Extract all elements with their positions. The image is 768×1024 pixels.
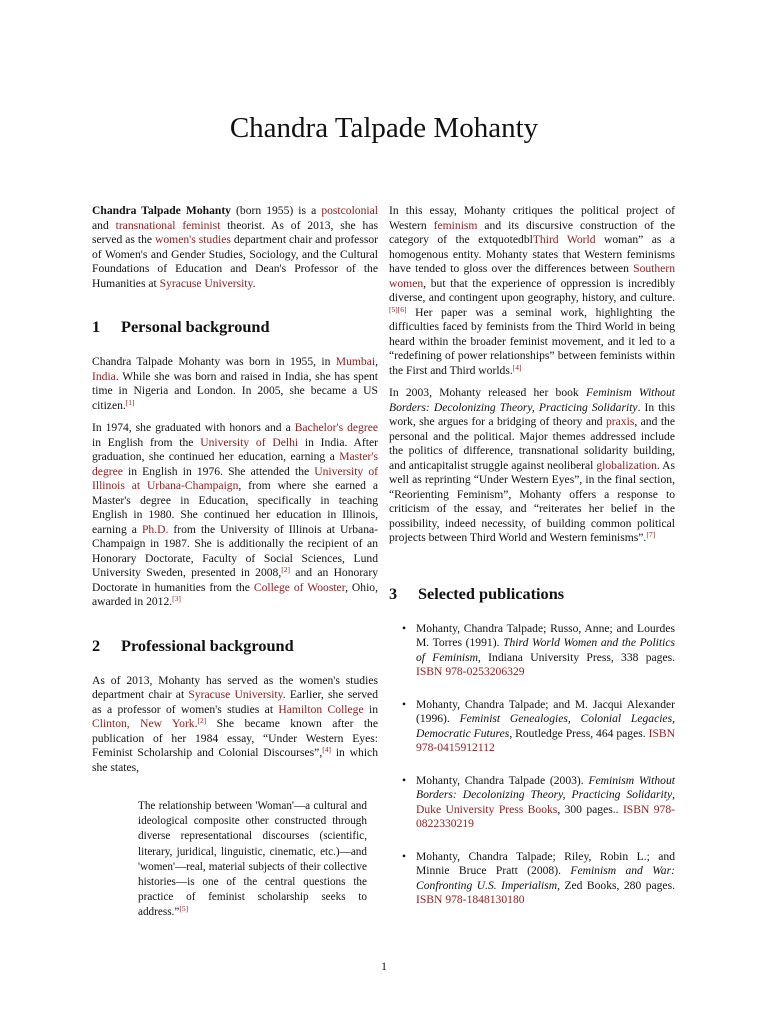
publications-list — [389, 622, 675, 908]
text: Chandra Talpade Mohanty was born in 1955, in — [92, 355, 336, 368]
citation-5[interactable]: [5] — [179, 904, 189, 914]
list-item — [389, 622, 675, 680]
text: In 2003, Mohanty released her book — [389, 386, 586, 399]
link-phd[interactable]: Ph.D. — [141, 522, 169, 536]
link-feminism[interactable]: feminism — [433, 218, 478, 232]
link-postcolonial[interactable]: postcolonial — [321, 204, 378, 217]
text: in — [363, 702, 378, 716]
section-number: 2 — [92, 635, 101, 655]
list-item — [389, 774, 675, 832]
text: in English in 1976. She attended the — [122, 464, 315, 478]
text: . Earlier, she served as a professor of women's studies at — [92, 688, 378, 716]
bullet-icon: • — [402, 849, 407, 863]
isbn-link[interactable]: ISBN 978-0822330219 — [416, 802, 675, 830]
section-number: 3 — [389, 583, 398, 603]
text: woman” as a homogenous entity. Mohanty states that Western feminisms have tended to gloss over the differences between — [389, 233, 675, 275]
text: (born 1955) is a — [230, 204, 322, 217]
text: In 1974, she graduated with honors and a — [92, 421, 295, 434]
link-bachelors-degree[interactable]: Bachelor's degree — [294, 421, 378, 434]
text: in which she states, — [92, 746, 378, 774]
text: and an Honorary Doctorate in humanities from the — [92, 566, 378, 594]
text: . — [194, 717, 198, 730]
text: . — [252, 276, 256, 290]
page-title: Chandra Talpade Mohanty — [229, 112, 539, 144]
text: , but that the experience of oppression is incredibly diverse, and contingent upon geography, history, and culture. — [389, 276, 675, 304]
section-title: Selected publications — [418, 583, 565, 603]
text: She became known after the publication of her 1984 essay, “Under Western Eyes: Feminist Scholarship and Colonial Discourses”, — [92, 717, 378, 759]
citation-4b[interactable]: [4] — [512, 362, 522, 372]
text: from the University of Illinois at Urbana-Champaign in 1987. She is additionally the recipient of an Honorary Doctorate, Faculty of Social Sciences, Lund University Sweden, presented in 2008, — [92, 522, 378, 579]
citation-7[interactable]: [7] — [646, 530, 656, 539]
text: In this essay, Mohanty critiques the political project of Western — [389, 204, 675, 232]
link-praxis[interactable]: praxis — [606, 415, 635, 428]
citation-1[interactable]: [1] — [125, 397, 135, 407]
link-masters-degree[interactable]: Master's degree — [92, 450, 378, 478]
text: in India. After graduation, she continued her education, earning a — [92, 435, 378, 463]
text: , Indiana University Press, 338 pages. — [478, 650, 676, 664]
section-title: Personal background — [121, 317, 270, 336]
text: , — [672, 788, 675, 801]
link-globalization[interactable]: globalization — [596, 458, 657, 472]
link-syracuse-university[interactable]: Syracuse University — [159, 276, 253, 290]
block-quote — [138, 799, 367, 921]
citation-2b[interactable]: [2] — [197, 716, 207, 725]
link-university-of-delhi[interactable]: University of Delhi — [200, 435, 299, 449]
intro-paragraph — [92, 204, 378, 291]
text: Mohanty, Chandra Talpade; Riley, Robin L.; and Minnie Bruce Pratt (2008). — [416, 849, 675, 877]
link-clinton-new-york[interactable]: Clinton, New York — [92, 717, 195, 730]
isbn-link[interactable]: ISBN 978-0253206329 — [416, 665, 525, 678]
bullet-icon: • — [402, 621, 407, 635]
text: , Zed Books, 280 pages. — [557, 878, 675, 892]
link-third-world[interactable]: Third World — [532, 233, 596, 246]
citation-2[interactable]: [2] — [281, 565, 290, 574]
text: Mohanty, Chandra Talpade; and M. Jacqui Alexander (1996). — [416, 697, 675, 725]
book-paragraph — [389, 386, 675, 546]
isbn-link[interactable]: ISBN 978-0415912112 — [416, 726, 676, 754]
quote-text: The relationship between 'Woman'—a cultural and ideological composite other constructed through diverse representational discourses (scientific, literary, juridical, linguistic, cinematic, etc.)—and 'women'—real, material subjects of their collective histories—is one of the central questions the practice of feminist scholarship seeks to address.” — [138, 800, 367, 919]
text: Her paper was a seminal work, highlighting the difficulties faced by feminists from the Third World in being heard within the broader feminist movement, and it led to a “redefining of power relationships” between feminists within the First and Third worlds. — [389, 305, 675, 377]
link-womens-studies[interactable]: women's studies — [155, 233, 231, 246]
text: Mohanty, Chandra Talpade; Russo, Anne; and Lourdes M. Torres (1991). — [416, 621, 675, 649]
list-item — [389, 850, 675, 908]
citation-3[interactable]: [3] — [172, 594, 181, 603]
text: As of 2013, Mohanty has served as the women's studies department chair at — [92, 673, 378, 701]
text: in English from the — [92, 435, 201, 449]
link-college-of-wooster[interactable]: College of Wooster — [253, 580, 346, 594]
section-heading-publications — [389, 584, 675, 604]
link-syracuse-university-2[interactable]: Syracuse University — [188, 688, 283, 701]
isbn-link[interactable]: ISBN 978-1848130180 — [416, 893, 525, 906]
link-transnational-feminist[interactable]: transnational feminist — [115, 218, 221, 232]
link-india[interactable]: India — [92, 369, 116, 383]
text: and its discursive construction of the category of the extquotedbl — [389, 218, 675, 246]
text: , Routledge Press, 464 pages. — [509, 726, 649, 740]
text: . In this work, she argues for a bridging of theory and — [389, 400, 675, 428]
right-column — [389, 204, 675, 926]
link-hamilton-college[interactable]: Hamilton College — [278, 702, 364, 716]
text: Mohanty, Chandra Talpade (2003). — [416, 773, 589, 787]
section-heading-personal — [92, 317, 378, 337]
publication-title: Feminist Genealogies, Colonial Legacies, Democratic Futures — [416, 712, 675, 740]
book-title: Feminism Without Borders: Decolonizing Theory, Practicing Solidarity — [389, 386, 675, 414]
publication-title: Feminism Without Borders: Decolonizing Theory, Practicing Solidarity — [416, 773, 675, 801]
link-mumbai[interactable]: Mumbai — [335, 355, 376, 368]
text: , 300 pages.. — [557, 802, 623, 816]
bullet-icon: • — [402, 697, 407, 711]
text: , — [375, 355, 378, 368]
text: theorist. As of 2013, she has served as the — [92, 218, 378, 246]
text: , from where she earned a Master's degree in Education, specifically in teaching English in 1980. She continued her education in Illinois, earning a — [92, 479, 378, 536]
personal-paragraph-2 — [92, 421, 378, 610]
section-heading-professional — [92, 636, 378, 656]
left-column — [92, 204, 378, 921]
link-university-of-illinois[interactable]: University of Illinois at Urbana-Champaign — [92, 464, 378, 492]
publication-title: Feminism and War: Confronting U.S. Imperialism — [416, 864, 675, 892]
section-title: Professional background — [121, 635, 294, 655]
citation-5-6[interactable]: [5][6] — [389, 304, 407, 314]
section-number: 1 — [92, 317, 101, 336]
page-number: 1 — [381, 960, 387, 973]
link-southern-women[interactable]: Southern women — [389, 262, 675, 290]
text: , Ohio, awarded in 2012. — [92, 580, 378, 608]
professional-paragraph-1 — [92, 674, 378, 776]
text: department chair and professor of Women's and Gender Studies, Sociology, and the Cultural Foundations of Education and Dean's Professor of the Humanities at — [92, 233, 379, 290]
essay-paragraph — [389, 204, 675, 378]
list-item — [389, 698, 675, 756]
text: . As well as reprinting “Under Western Eyes”, in the final section, “Reorienting Feminism”, Mohanty offers a response to criticism of the essay, and “reiterates her belief in the possibility, indeed necessity, of building common political projects between Third World and Western feminisms”. — [389, 458, 675, 544]
publication-title: Third World Women and the Politics of Feminism — [416, 636, 676, 664]
bullet-icon: • — [402, 773, 407, 787]
citation-4[interactable]: [4] — [322, 745, 331, 754]
text: and — [92, 218, 116, 232]
text: . While she was born and raised in India, she has spent time in Nigeria and London. In 2005, she became a US citizen. — [92, 369, 378, 412]
text: , and the personal and the political. Major themes addressed include the politics of difference, transnational solidarity building, and anticapitalist struggle against neoliberal — [389, 415, 675, 472]
subject-name: Chandra Talpade Mohanty — [92, 204, 231, 217]
personal-paragraph-1 — [92, 355, 378, 413]
link-duke-university-press[interactable]: Duke University Press Books — [416, 802, 558, 816]
